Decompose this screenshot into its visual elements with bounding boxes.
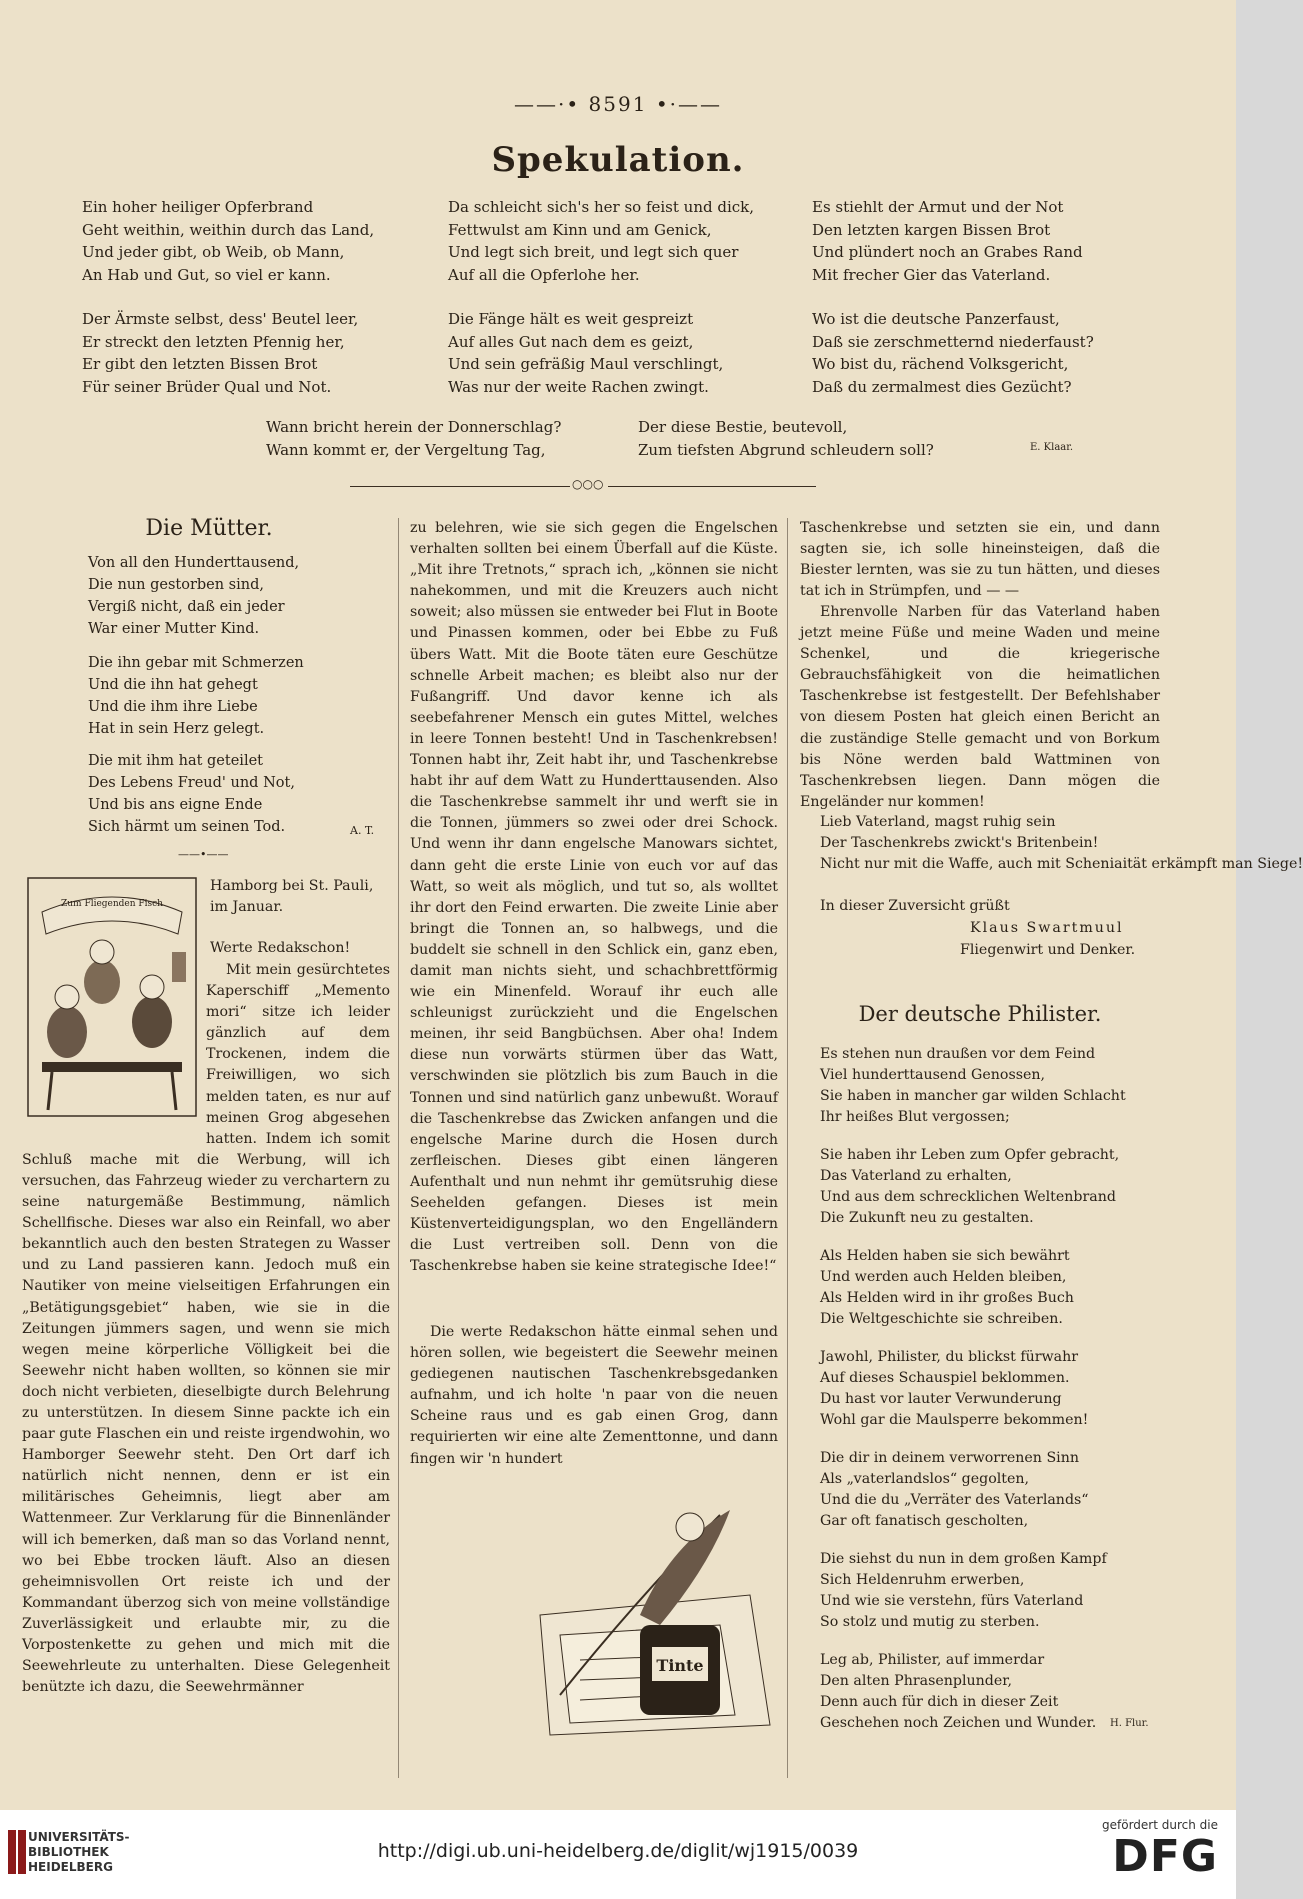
tavern-sign-text: Zum Fliegenden Fisch: [61, 899, 163, 909]
philister-title: Der deutsche Philister.: [858, 1002, 1102, 1026]
divider-right: [608, 486, 816, 487]
letter-salutation: Werte Redakschon!: [210, 940, 351, 956]
philister-stanza-5: Die dir in deinem verworrenen Sinn Als „vaterlandslos“ gegolten, Und die du „Verräter des Vaterlands“ Gar oft fanatisch gescholten,: [820, 1450, 1089, 1529]
letter-heading: Hamborg bei St. Pauli, im Januar.: [210, 878, 374, 916]
permalink[interactable]: http://digi.ub.uni-heidelberg.de/diglit/wj1915/0039: [377, 1840, 859, 1862]
spek-stanza-6: Wo ist die deutsche Panzerfaust, Daß sie zerschmetternd niederfaust? Wo bist du, rächend Volksgericht, Daß du zermalmest dies Gezücht?: [812, 310, 1094, 396]
signature-name: Klaus Swartmuul: [970, 920, 1124, 936]
letter-text-col2a: zu belehren, wie sie sich gegen die Engelschen verhalten sollten bei einem Überfall auf die Küste. „Mit ihre Tretnots,“ sprach ich, „können sie nicht nahekommen, und mit die Kreuzers auch nicht soweit; also müssen sie entweder bei Flut in Boote und Pinassen kommen, oder bei Ebbe zu Fuß übers Watt. Mit die Boote täten eure Geschütze schnelle Arbeit machen; es bleibt also nur der Fußangriff. Und davor kenne ich als seebefahrener Mensch ein gutes Mittel, welches in leere Tonnen besteht! Und in Taschenkrebsen! Tonnen habt ihr, Zeit habt ihr, und Taschenkrebse habt ihr auf dem Watt zu Hunderttausenden. Also die Taschenkrebse sammelt ihr und werft sie in die Tonnen, jümmers so zwei oder drei Schock. Und wenn ihr dann engelsche Manowars sichtet, dann geht die erste Linie von euch vor auf das Watt, so weit als möglich, und tut so, als wolltet ihr dort den Feind erwarten. Die zweite Linie aber bringt die Tonnen an, so halbwegs, und die buddelt sie schnell in den Schlick ein, ganz eben, damit man nichts sieht, und schachbrettförmig wie ein Minenfeld. Worauf ihr euch alle schleunigst zurückzieht und die Engelschen meinen, ihr seid Bangbüchsen. Aber oha! Indem diese nun vorwärts stürmen über das Watt, verschwinden sie plötzlich bis zum Bauch in die Tonnen und sind natürlich ganz unbewußt. Worauf die Taschenkrebse das Zwicken anfangen und die engelsche Marine durch die Hosen durch zerfleischen. Dieses gibt einen längeren Aufenthalt und nun nehmt ihr gemütsruhig diese Seehelden gefangen. Dieses ist mein Küstenverteidigungsplan, wo den Engelländern die Lust vertreiben soll. Denn von die Taschenkrebse haben sie keine strategische Idee!“: [410, 520, 778, 1275]
muetter-stanza-2: Die ihn gebar mit Schmerzen Und die ihn hat gehegt Und die ihm ihre Liebe Hat in sein Herz gelegt.: [88, 655, 304, 737]
dfg-logo: [1102, 1818, 1218, 1882]
spek-author: E. Klaar.: [1030, 442, 1074, 453]
muetter-title: Die Mütter.: [145, 516, 273, 541]
signature-title: Fliegenwirt und Denker.: [960, 942, 1136, 958]
letter-text-col1: Mit mein gesürchtetes Kaperschiff „Memento mori“ sitze ich leider gänzlich auf dem Trockenen, indem die Freiwilligen, wo sich melden taten, es nur auf meinen Grog abgesehen hatten. Indem ich somit Schluß mache mit die Werbung, will ich versuchen, das Fahrzeug wieder zu verchartern zu seine naturgemäße Bestimmung, nämlich Schellfische. Dieses war also ein Reinfall, wo aber bekanntlich auch den besten Strategen zu Wasser und zu Land passieren kann. Jedoch muß ein Nautiker von meine vielseitigen Erfahrungen ein „Betätigungsgebiet“ haben, wie sie in die Zeitungen jümmers sagen, und wenn sie mich wegen meine körperliche Völligkeit bei die Seewehr nicht haben wollten, so können sie mir doch nicht verbieten, dieselbigte durch Belehrung zu unterstützen. In diesem Sinne packte ich ein paar gute Flaschen ein und reiste irgendwohin, wo Hamborger Seewehr steht. Den Ort darf ich natürlich nicht nennen, denn er ist ein militärisches Geheimnis, liegt aber am Wattenmeer. Zur Verklarung für die Binnenländer will ich bemerken, daß man so das Vorland nennt, wo bei Ebbe trocken läuft. Also an diesen geheimnisvollen Ort reiste ich und der Kommandant überzog sich von meine vollständige Zuverlässigkeit und erlaubte mir, zu die Vorpostenkette zu gehen und mich mit die Seewehrleute zu unterhalten. Diese Gelegenheit benützte ich dazu, die Seewehrmänner: [22, 962, 390, 1696]
letter-text-col3b: Ehrenvolle Narben für das Vaterland haben jetzt meine Füße und meine Waden und meine Schenkel, und die kriegerische Gebrauchsfähigkeit von die heimatlichen Taschenkrebse ist festgestellt. Der Befehlshaber von diesem Posten hat gleich einen Bericht an die zuständige Stelle gemacht und von Borkum bis Nöne werden bald Wattminen von Taschenkrebsen liegen. Dann mögen die Engeländer nur kommen!: [800, 604, 1160, 810]
column-rule-2: [787, 518, 788, 1778]
ink-quill-illustration: [520, 1495, 780, 1745]
letter-text-col3: Taschenkrebse und setzten sie ein, und dann sagten sie, ich solle hineinsteigen, daß die Biester lernten, was sie zu tun hätten, und dieses tat ich in Strümpfen, und — —: [800, 520, 1160, 600]
muetter-author: A. T.: [350, 824, 375, 837]
page-title: Spekulation.: [491, 140, 745, 180]
philister-stanza-1: Es stehen nun draußen vor dem Feind Viel hunderttausend Genossen, Sie haben in mancher gar wilden Schlacht Ihr heißes Blut vergossen;: [820, 1046, 1126, 1125]
dfg-text: DFG: [1112, 1831, 1218, 1882]
viewer-footer: [0, 1810, 1236, 1899]
divider-ornament: ○○○: [572, 477, 604, 491]
column-rule-1: [398, 518, 399, 1778]
library-name: UNIVERSITÄTS- BIBLIOTHEK HEIDELBERG: [28, 1830, 130, 1874]
spek-stanza-4: Die Fänge hält es weit gespreizt Auf alles Gut nach dem es geizt, Und sein gefräßig Maul verschlingt, Was nur der weite Rachen zwingt.: [448, 310, 724, 396]
funded-by-text: gefördert durch die: [1102, 1818, 1218, 1832]
letter-text-col2b: Die werte Redakschon hätte einmal sehen und hören sollen, wie begeistert die Seewehr meinen gediegenen nautischen Taschenkrebsgedanken aufnahm, und ich holte 'n paar von die neuen Scheine raus und es gab einen Grog, dann requirierten wir eine alte Zementtonne, und dann fingen wir 'n hundert: [410, 1324, 778, 1467]
muetter-stanza-3: Die mit ihm hat geteilet Des Lebens Freud' und Not, Und bis ans eigne Ende Sich härmt um seinen Tod.: [88, 753, 295, 835]
page-number-value: 8591: [588, 92, 648, 116]
divider-left: [350, 486, 570, 487]
letter-verse: Lieb Vaterland, magst ruhig sein Der Taschenkrebs zwickt's Britenbein! Nicht nur mit die Waffe, auch mit Scheniaität erkämpft man Siege!: [820, 814, 1303, 873]
spek-stanza-7: Wann bricht herein der Donnerschlag? Wann kommt er, der Vergeltung Tag,: [266, 418, 562, 459]
spek-stanza-1: Ein hoher heiliger Opferbrand Geht weithin, weithin durch das Land, Und jeder gibt, ob Weib, ob Mann, An Hab und Gut, so viel er kann.: [82, 198, 375, 284]
spek-stanza-3: Da schleicht sich's her so feist und dick, Fettwulst am Kinn und am Genick, Und legt sich breit, und legt sich quer Auf all die Opferlohe her.: [448, 198, 755, 284]
page-number: ——·• 8591 •·——: [514, 92, 722, 116]
philister-stanza-4: Jawohl, Philister, du blickst fürwahr Auf dieses Schauspiel beklommen. Du hast vor lauter Verwunderung Wohl gar die Maulsperre bekommen!: [820, 1349, 1089, 1428]
spek-stanza-8: Der diese Bestie, beutevoll, Zum tiefsten Abgrund schleudern soll?: [638, 418, 934, 459]
spek-stanza-2: Der Ärmste selbst, dess' Beutel leer, Er streckt den letzten Pfennig her, Er gibt den letzten Bissen Brot Für seiner Brüder Qual und Not.: [82, 310, 359, 396]
philister-stanza-3: Als Helden haben sie sich bewährt Und werden auch Helden bleiben, Als Helden wird in ihr großes Buch Die Weltgeschichte sie schreiben.: [820, 1248, 1074, 1327]
philister-stanza-7: Leg ab, Philister, auf immerdar Den alten Phrasenplunder, Denn auch für dich in dieser Zeit Geschehen noch Zeichen und Wunder.: [820, 1652, 1097, 1731]
letter-closing: In dieser Zuversicht grüßt: [820, 898, 1010, 914]
philister-stanza-6: Die siehst du nun in dem großen Kampf Sich Heldenruhm erwerben, Und wie sie verstehn, fürs Vaterland So stolz und mutig zu sterben.: [820, 1551, 1107, 1630]
philister-stanza-2: Sie haben ihr Leben zum Opfer gebracht, Das Vaterland zu erhalten, Und aus dem schrecklichen Weltenbrand Die Zukunft neu zu gestalten.: [820, 1147, 1120, 1226]
muetter-stanza-1: Von all den Hunderttausend, Die nun gestorben sind, Vergiß nicht, daß ein jeder War einer Mutter Kind.: [88, 555, 300, 637]
spek-stanza-5: Es stiehlt der Armut und der Not Den letzten kargen Bissen Brot Und plündert noch an Grabes Rand Mit frecher Gier das Vaterland.: [812, 198, 1083, 284]
philister-author: H. Flur.: [1110, 1718, 1149, 1729]
small-divider: ——•——: [178, 848, 229, 861]
ink-label: Tinte: [656, 1656, 704, 1675]
